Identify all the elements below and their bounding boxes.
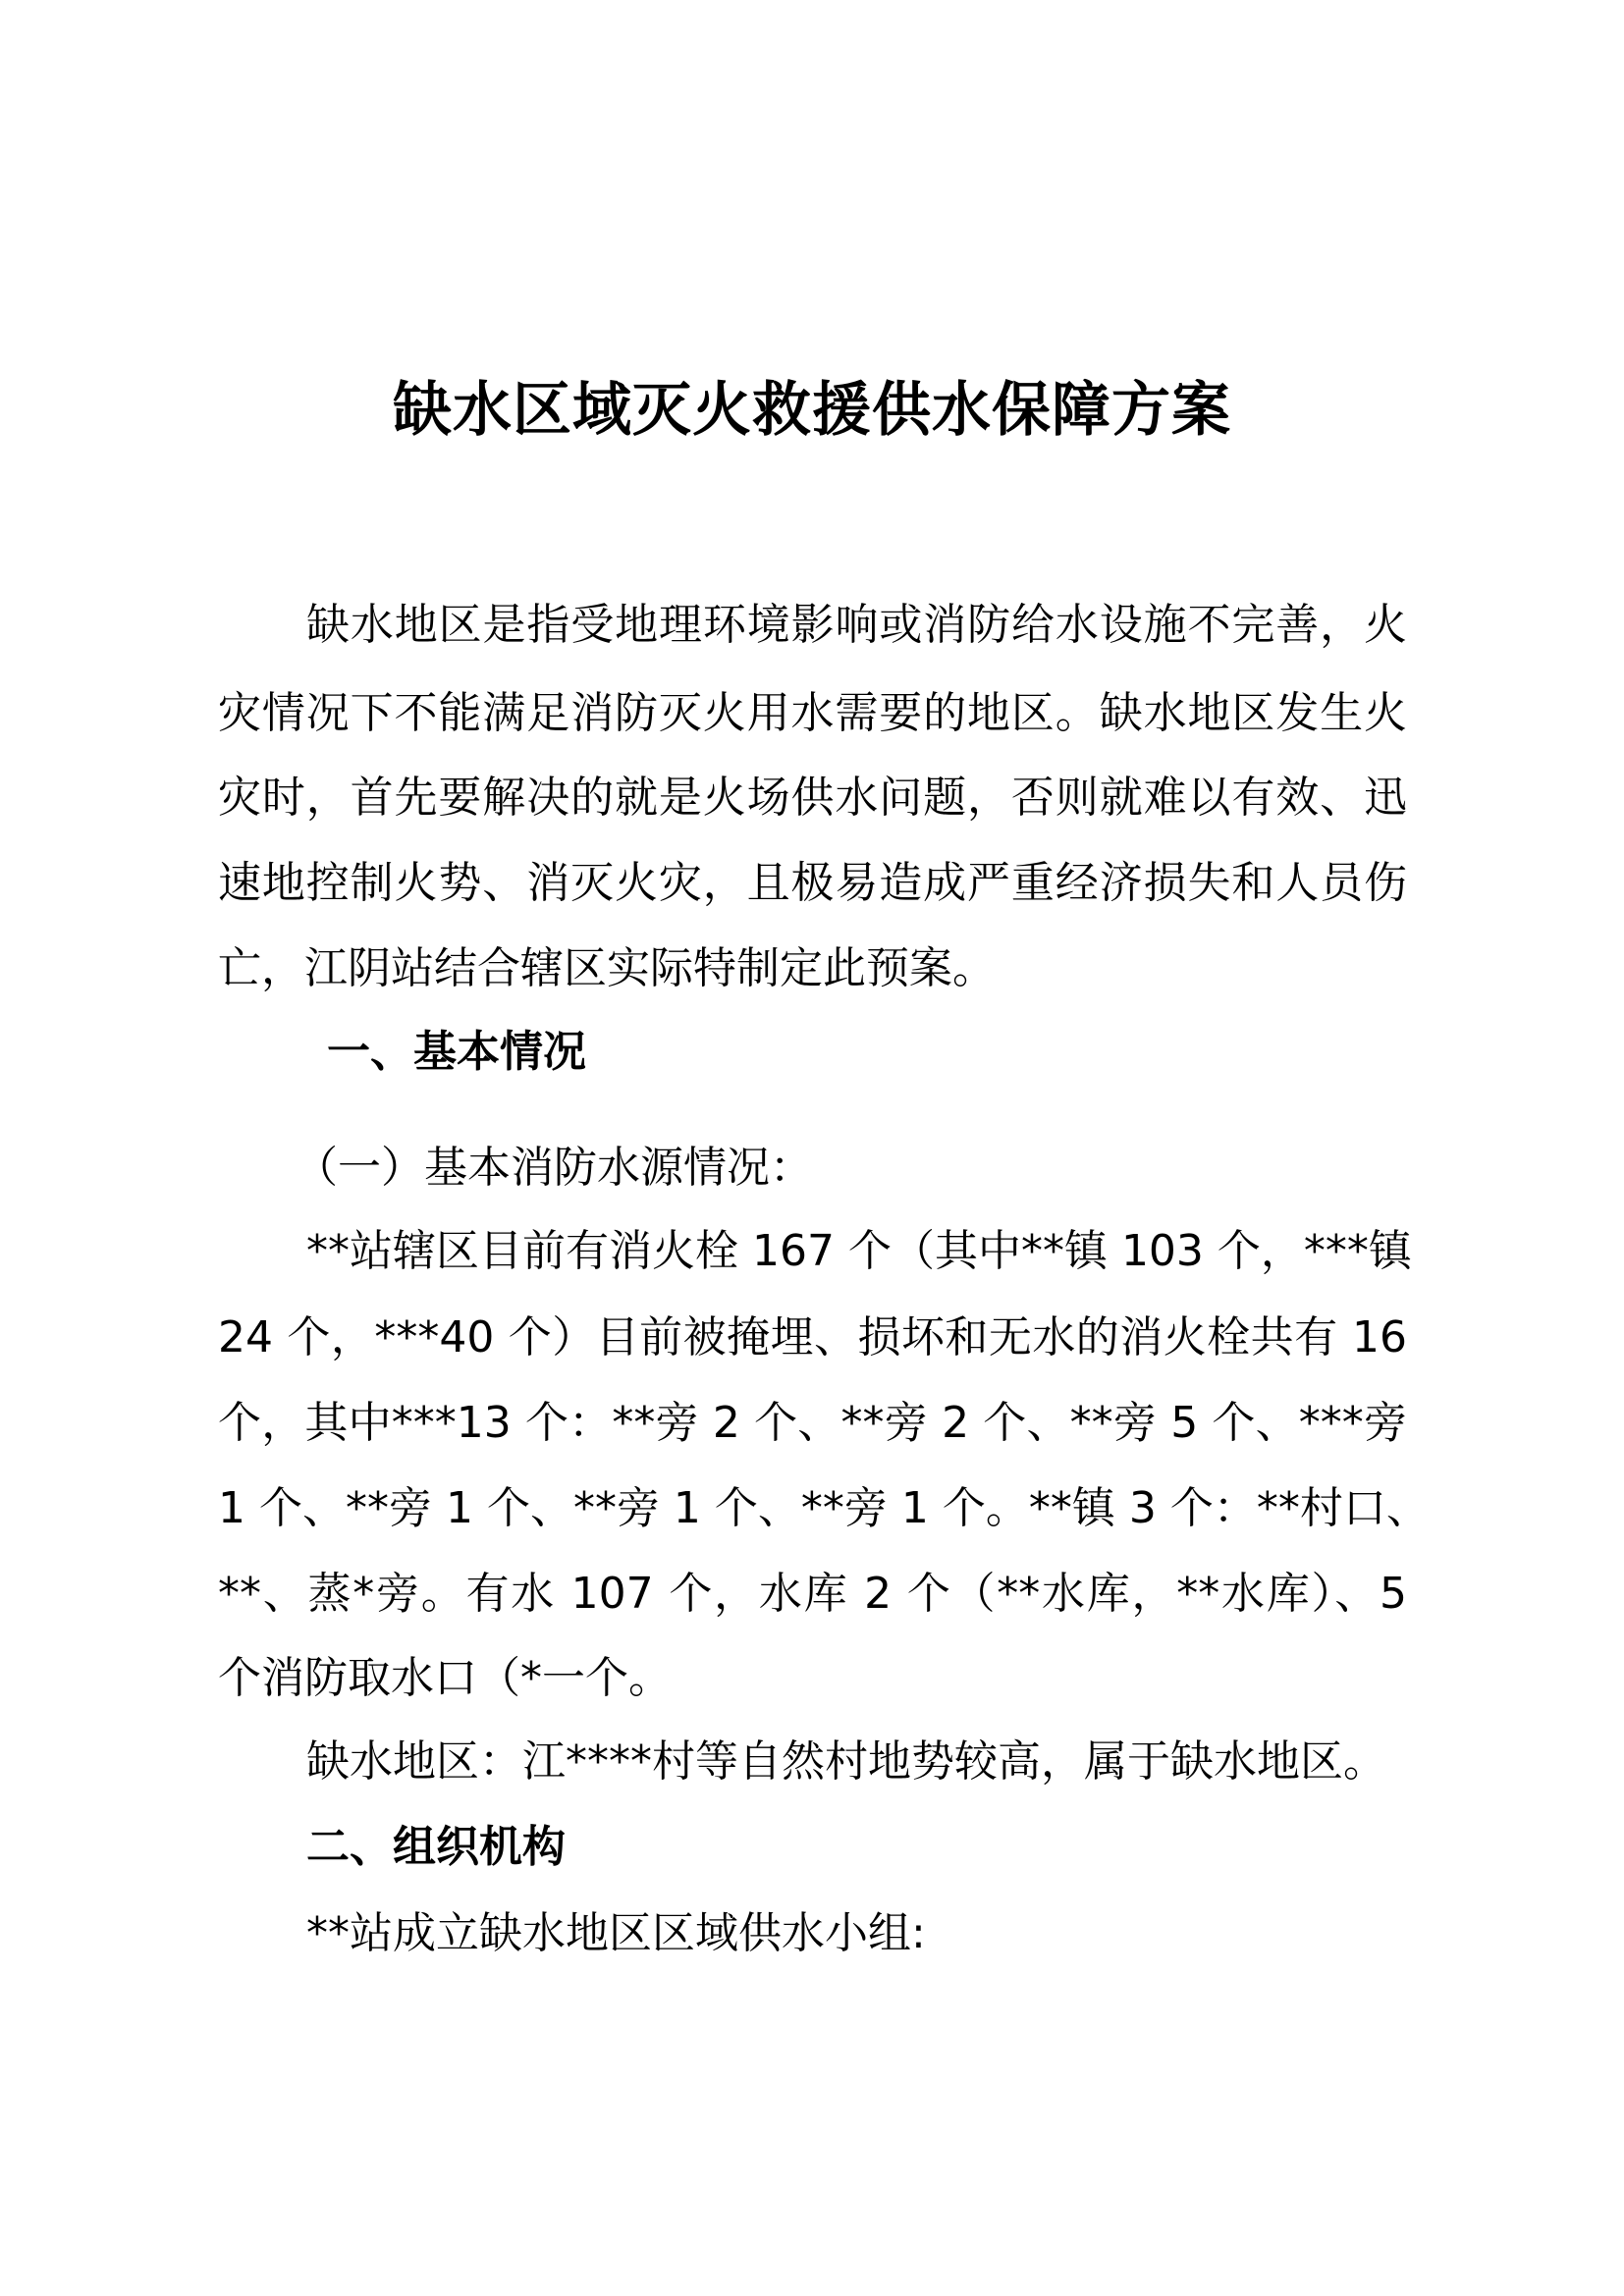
hydrant-line: 1 个、**旁 1 个、**旁 1 个、**旁 1 个。**镇 3 个：**村口、 xyxy=(218,1483,1430,1533)
intro-line: 灾情况下不能满足消防灭火用水需要的地区。缺水地区发生火 xyxy=(218,688,1407,738)
subsection-heading-water-sources: （一）基本消防水源情况： xyxy=(295,1143,813,1193)
shortage-area-text: 缺水地区：江****村等自然村地势较高，属于缺水地区。 xyxy=(306,1736,1386,1787)
hydrant-line: 个，其中***13 个：**旁 2 个、**旁 2 个、**旁 5 个、***旁 xyxy=(218,1398,1407,1448)
section-heading-organization: 二、组织机构 xyxy=(306,1822,566,1872)
hydrant-line: **、蒸*旁。有水 107 个，水库 2 个（**水库，**水库）、5 xyxy=(218,1569,1407,1619)
document-title: 缺水区域灭火救援供水保障方案 xyxy=(393,376,1231,445)
intro-line: 速地控制火势、消灭火灾，且极易造成严重经济损失和人员伤 xyxy=(218,858,1407,908)
organization-text: **站成立缺水地区区域供水小组: xyxy=(306,1908,926,1958)
hydrant-line: **站辖区目前有消火栓 167 个（其中**镇 103 个，***镇 xyxy=(306,1226,1412,1276)
section-heading-basic: 一、基本情况 xyxy=(327,1027,586,1077)
hydrant-line: 个消防取水口（*一个。 xyxy=(218,1653,672,1703)
intro-line: 亡，江阴站结合辖区实际特制定此预案。 xyxy=(218,943,996,993)
hydrant-line: 24 个，***40 个）目前被掩埋、损坏和无水的消火栓共有 16 xyxy=(218,1312,1407,1362)
intro-line: 灾时，首先要解决的就是火场供水问题，否则就难以有效、迅 xyxy=(218,773,1407,823)
intro-line: 缺水地区是指受地理环境影响或消防给水设施不完善，火 xyxy=(306,600,1407,650)
